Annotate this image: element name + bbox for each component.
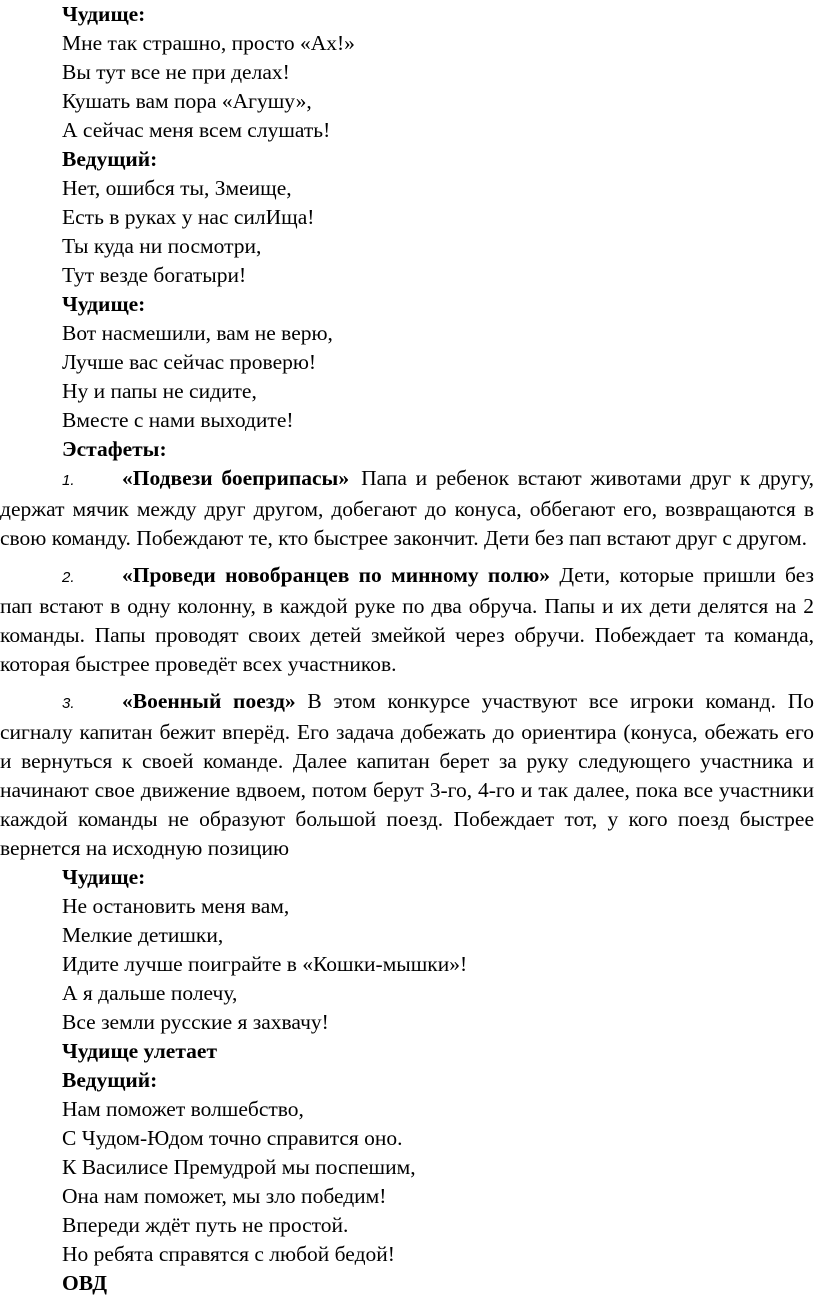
verse-line: Лучше вас сейчас проверю!: [62, 350, 317, 374]
verse-line: Вот насмешили, вам не верю,: [62, 321, 333, 345]
verse-line: К Василисе Премудрой мы поспешим,: [62, 1155, 416, 1179]
speaker-label: Ведущий:: [62, 1068, 158, 1092]
verse-line: Не остановить меня вам,: [62, 894, 290, 918]
relay-text: В этом конкурсе участвуют все игроки команд. По сигналу капитан бежит вперёд. Его задача добежать до ориентира (конуса, обежать его и вернуться к своей команде. Далее капитан берет за руку следующего участника и начинают свое движение вдвоем, потом берут 3-го, 4-го и так далее, пока все участники каждой команды не образуют большой поезд. Побеждает тот, у кого поезд быстрее вернется на исходную позицию: [0, 689, 815, 860]
relay-number: 3.: [62, 695, 75, 712]
relay-item: [0, 687, 814, 863]
relay-title: «Проведи новобранцев по минному полю»: [122, 563, 551, 587]
verse-line: Нет, ошибся ты, Змеище,: [62, 176, 292, 200]
verse-line: Вы тут все не при делах!: [62, 60, 290, 84]
verse-line: Мелкие детишки,: [62, 923, 224, 947]
verse-line: Мне так страшно, просто «Ах!»: [62, 31, 355, 55]
verse-line: Идите лучше поиграйте в «Кошки-мышки»!: [62, 952, 468, 976]
relay-item: [0, 464, 814, 553]
relay-title: «Подвези боеприпасы»: [122, 466, 350, 490]
verse-line: Все земли русские я захвачу!: [62, 1010, 329, 1034]
relay-item: [0, 561, 814, 679]
relays-heading: Эстафеты:: [62, 437, 167, 461]
speaker-label: Чудище:: [62, 292, 146, 316]
relay-number: 1.: [62, 472, 75, 489]
speaker-label: Чудище:: [62, 865, 146, 889]
verse-line: Она нам поможет, мы зло победим!: [62, 1184, 387, 1208]
speaker-label: Ведущий:: [62, 147, 158, 171]
speaker-label: Чудище:: [62, 2, 146, 26]
verse-line: Но ребята справятся с любой бедой!: [62, 1242, 395, 1266]
stage-direction: Чудище улетает: [62, 1039, 218, 1063]
relay-number: 2.: [62, 569, 75, 586]
verse-line: Впереди ждёт путь не простой.: [62, 1213, 349, 1237]
verse-line: А сейчас меня всем слушать!: [62, 118, 331, 142]
relay-title: «Военный поезд»: [122, 689, 296, 713]
verse-line: Тут везде богатыри!: [62, 263, 247, 287]
verse-line: Нам поможет волшебство,: [62, 1097, 304, 1121]
verse-line: Ты куда ни посмотри,: [62, 234, 262, 258]
verse-line: Кушать вам пора «Агушу»,: [62, 89, 312, 113]
relay-text: Дети, которые пришли без пап встают в одну колонну, в каждой руке по два обруча. Папы и их дети делятся на 2 команды. Папы проводят своих детей змейкой через обручи. Побеждает та команда, которая быстрее проведёт всех участников.: [0, 563, 815, 676]
verse-line: Ну и папы не сидите,: [62, 379, 257, 403]
verse-line: А я дальше полечу,: [62, 981, 238, 1005]
verse-line: Есть в руках у нас силИща!: [62, 205, 315, 229]
relay-text: Папа и ребенок встают животами друг к другу, держат мячик между друг другом, добегают до конуса, оббегают его, возвращаются в свою команду. Побеждают те, кто быстрее закончит. Дети без пап встают друг с другом.: [0, 466, 814, 550]
verse-line: С Чудом-Юдом точно справится оно.: [62, 1126, 403, 1150]
final-heading: ОВД: [62, 1271, 108, 1295]
verse-line: Вместе с нами выходите!: [62, 408, 294, 432]
